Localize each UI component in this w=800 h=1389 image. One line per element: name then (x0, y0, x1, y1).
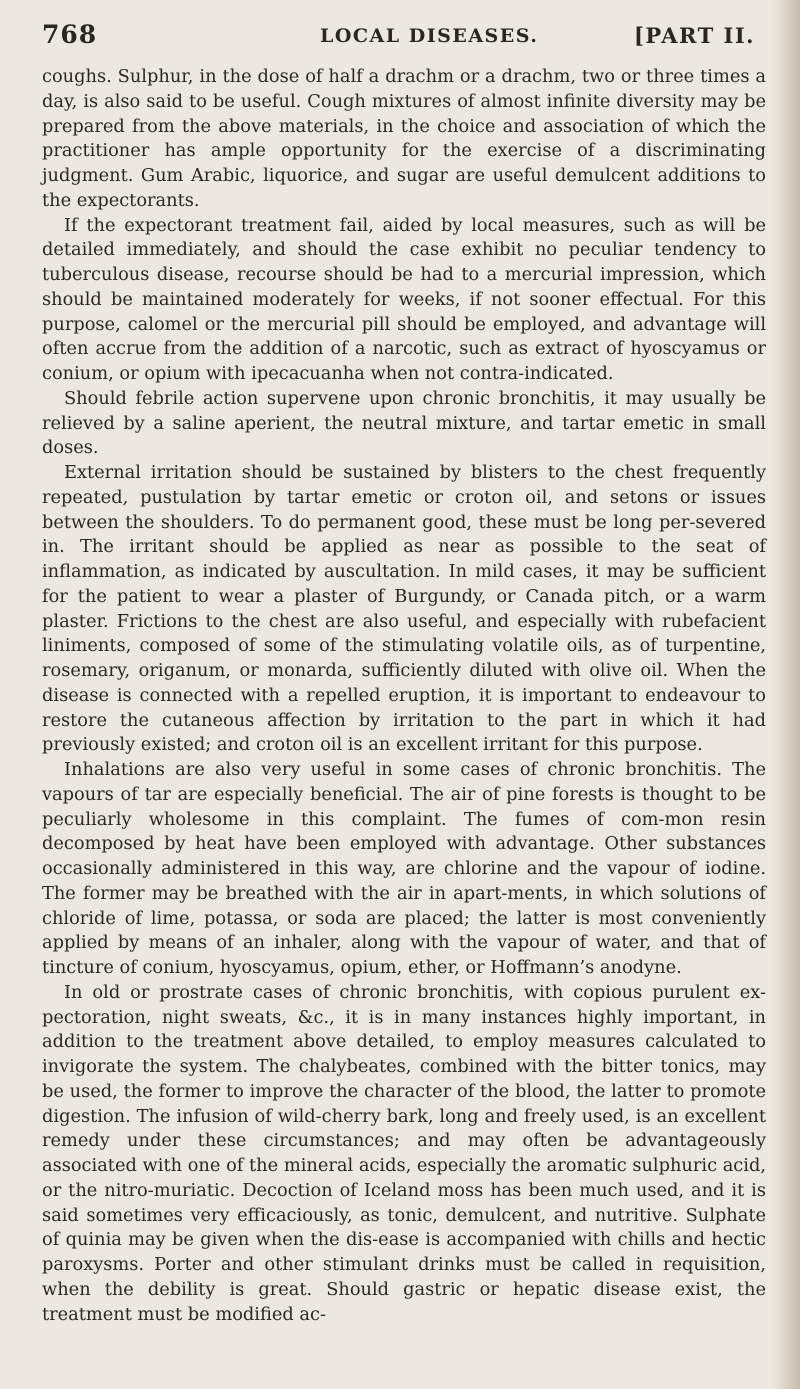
paragraph-febrile-action: Should febrile action supervene upon chronic bronchitis, it may usually be relieved by a saline aperient, the neutral mixture, and tartar emetic in small doses. (42, 387, 766, 459)
part-label: [PART II. (634, 23, 755, 48)
paragraph-external-irritation: External irritation should be sustained by blisters to the chest frequently repeated, pustulation by tartar emetic or croton oil, and setons or issues between the shoulders. To do permanent good, these must be long per-severed in. The irritant should be applied as near as possible to the seat of inflammation, as indicated by auscultation. In mild cases, it may be sufficient for the patient to wear a plaster of Burgundy, or Canada pitch, or a warm plaster. Frictions to the chest are also useful, and especially with rubefacient liniments, composed of some of the stimulating volatile oils, as of turpentine, rosemary, origanum, or monarda, sufficiently diluted with olive oil. When the disease is connected with a repelled eruption, it is important to endeavour to restore the cutaneous affection by irritation to the part in which it had previously existed; and croton oil is an excellent irritant for this purpose. (42, 462, 766, 756)
page-edge-shadow (778, 0, 800, 1389)
body-text (42, 65, 766, 1327)
running-title: LOCAL DISEASES. (320, 25, 539, 47)
running-header (42, 20, 762, 60)
paragraph-inhalations: Inhalations are also very useful in some cases of chronic bronchitis. The vapours of tar are especially beneficial. The air of pine forests is thought to be peculiarly wholesome in this complaint. The fumes of com-mon resin decomposed by heat have been employed with advantage. Other substances occasionally administered in this way, are chlorine and the vapour of iodine. The former may be breathed with the air in apart-ments, in which solutions of chloride of lime, potassa, or soda are placed; the latter is most conveniently applied by means of an inhaler, along with the vapour of water, and that of tincture of conium, hyoscyamus, opium, ether, or Hoffmann’s anodyne. (42, 759, 766, 978)
page-number: 768 (42, 20, 98, 49)
paragraph-prostrate-cases: In old or prostrate cases of chronic bronchitis, with copious purulent ex-pectoration, night sweats, &c., it is in many instances highly important, in addition to the treatment above detailed, to employ measures calculated to invigorate the system. The chalybeates, combined with the bitter tonics, may be used, the former to improve the character of the blood, the latter to promote digestion. The infusion of wild-cherry bark, long and freely used, is an excellent remedy under these circumstances; and may often be advantageously associated with one of the mineral acids, especially the aromatic sulphuric acid, or the nitro-muriatic. Decoction of Iceland moss has been much used, and it is said sometimes very efficaciously, as tonic, demulcent, and nutritive. Sulphate of quinia may be given when the dis-ease is accompanied with chills and hectic paroxysms. Porter and other stimulant drinks must be called in requisition, when the debility is great. Should gastric or hepatic disease exist, the treatment must be modified ac- (42, 981, 766, 1325)
paragraph-mercurial-treatment: If the expectorant treatment fail, aided by local measures, such as will be detailed immediately, and should the case exhibit no peculiar tendency to tuberculous disease, recourse should be had to a mercurial impression, which should be maintained moderately for weeks, if not sooner effectual. For this purpose, calomel or the mercurial pill should be employed, and advantage will often accrue from the addition of a narcotic, such as extract of hyoscyamus or conium, or opium with ipecacuanha when not contra-indicated. (42, 214, 766, 384)
paragraph-continuation: coughs. Sulphur, in the dose of half a drachm or a drachm, two or three times a day, is also said to be useful. Cough mixtures of almost infinite diversity may be prepared from the above materials, in the choice and association of which the practitioner has ample opportunity for the exercise of a discriminating judgment. Gum Arabic, liquorice, and sugar are useful demulcent additions to the expectorants. (42, 66, 766, 211)
